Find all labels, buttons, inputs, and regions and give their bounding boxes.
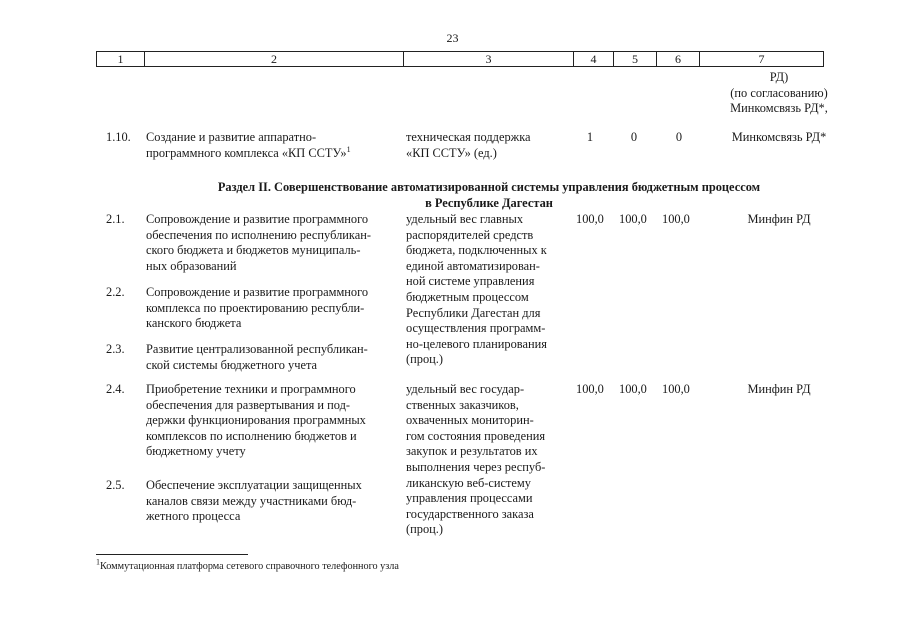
- column-number-7: 7: [758, 52, 765, 66]
- row-1-10-indicator: техническая поддержка «КП ССТУ» (ед.): [406, 130, 531, 160]
- group-2-value-6: 100,0: [662, 382, 690, 396]
- column-number-6: 6: [657, 52, 700, 66]
- row-2-4-name: Приобретение техники и программного обеспечения для развертывания и под- держки функционирования программных комплексов по исполнению бюджетов и бюджетному учету: [146, 382, 366, 459]
- column-number-2: 2: [145, 52, 404, 66]
- section-title: Раздел II. Совершенствование автоматизированной системы управления бюджетным процессом в Республике Дагестан: [217, 180, 761, 210]
- table-header-row: [96, 51, 824, 67]
- row-2-2-name: Сопровождение и развитие программного комплекса по проектированию республи- канского бюджета: [146, 285, 369, 331]
- row-2-3-number: 2.3.: [106, 342, 125, 356]
- row-1-10-value-4: 1: [586, 130, 594, 144]
- row-2-5-number: 2.5.: [106, 478, 125, 492]
- footnote-text: Коммутационная платформа сетевого справочного телефонного узла: [100, 561, 399, 572]
- row-2-2-number: 2.2.: [106, 285, 125, 299]
- row-2-5-name: Обеспечение эксплуатации защищенных каналов связи между участниками бюд- жетного процесса: [146, 478, 362, 524]
- group-2-indicator: удельный вес государ- ственных заказчиков, охваченных мониторин- гом состояния проведения закупок и результатов их выполнения через респуб- ликанскую веб-систему управления процессами государственного заказа (проц.): [406, 382, 546, 537]
- footnote-mark: 1: [96, 557, 100, 567]
- row-1-10-value-6: 0: [675, 130, 683, 144]
- group-2-value-5: 100,0: [619, 382, 647, 396]
- group-2-value-4: 100,0: [576, 382, 604, 396]
- footnote: [96, 557, 399, 573]
- page-number: 23: [446, 31, 459, 45]
- column-number-4: 4: [574, 52, 614, 66]
- row-2-1-name: Сопровождение и развитие программного обеспечения по исполнению республикан- ского бюджета и бюджетов муниципаль- ных образований: [146, 212, 371, 273]
- group-1-responsible: Минфин РД: [747, 212, 811, 226]
- column-number-3: 3: [404, 52, 574, 66]
- group-1-value-6: 100,0: [662, 212, 690, 226]
- row-2-3-name: Развитие централизованной республикан- ской системы бюджетного учета: [146, 342, 368, 372]
- carryover-responsible: РД) (по согласованию) Минкомсвязь РД*,: [730, 70, 828, 116]
- column-number-1: 1: [97, 52, 145, 66]
- row-1-10-value-5: 0: [630, 130, 638, 144]
- footnote-separator: [96, 554, 248, 555]
- footnote-ref: 1: [346, 144, 351, 154]
- row-2-1-number: 2.1.: [106, 212, 125, 226]
- group-1-indicator: удельный вес главных распорядителей средств бюджета, подключенных к единой автоматизирован- ной системе управления бюджетным процессом Республики Дагестан для осуществления программ- но-целевого планирования (проц.): [406, 212, 547, 367]
- row-2-4-number: 2.4.: [106, 382, 125, 396]
- row-1-10-number: 1.10.: [106, 130, 131, 144]
- group-2-responsible: Минфин РД: [747, 382, 811, 396]
- group-1-value-5: 100,0: [619, 212, 647, 226]
- row-1-10-name: Создание и развитие аппаратно- программного комплекса «КП ССТУ»$^1$: [146, 130, 351, 160]
- group-1-value-4: 100,0: [576, 212, 604, 226]
- row-1-10-responsible: Минкомсвязь РД*: [731, 130, 827, 144]
- column-number-5: 5: [614, 52, 657, 66]
